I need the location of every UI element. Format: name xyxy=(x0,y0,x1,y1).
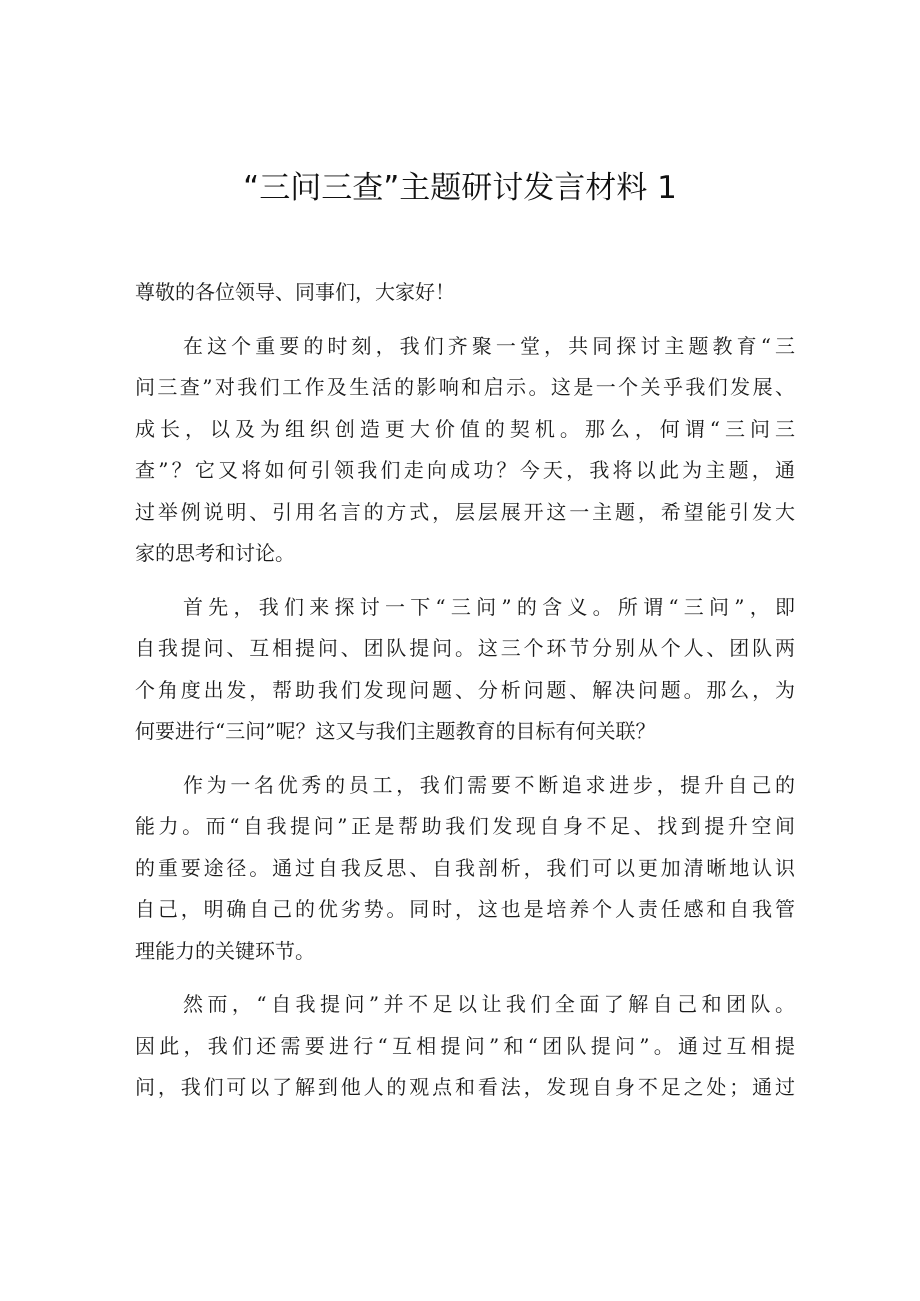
paragraph-three-questions xyxy=(135,587,795,753)
paragraph-line: 然而，“自我提问”并不足以让我们全面了解自己和团队。 xyxy=(183,992,795,1016)
paragraph-line: 问，我们可以了解到他人的观点和看法，发现自身不足之处；通过 xyxy=(135,1075,795,1099)
paragraph-line: 成长，以及为组织创造更大价值的契机。那么，何谓“三问三 xyxy=(135,416,795,441)
paragraph-line: 问三查”对我们工作及生活的影响和启示。这是一个关乎我们发展、 xyxy=(135,375,795,399)
greeting-paragraph xyxy=(135,272,795,314)
paragraph-line: 作为一名优秀的员工，我们需要不断追求进步，提升自己的 xyxy=(183,772,795,797)
paragraph-line: 首先，我们来探讨一下“三问”的含义。所谓“三问”，即 xyxy=(183,594,795,619)
paragraph-line: 理能力的关键环节。 xyxy=(135,938,315,963)
paragraph-line: 查”？它又将如何引领我们走向成功？今天，我将以此为主题，通 xyxy=(135,458,795,482)
paragraph-line: 自己，明确自己的优劣势。同时，这也是培养个人责任感和自我管 xyxy=(135,897,795,921)
paragraph-line: 自我提问、互相提问、团队提问。这三个环节分别从个人、团队两 xyxy=(135,636,795,660)
paragraph-line: 的重要途径。通过自我反思、自我剖析，我们可以更加清晰地认识 xyxy=(135,855,795,880)
paragraph-line: 因此，我们还需要进行“互相提问”和“团队提问”。通过互相提 xyxy=(135,1033,795,1058)
document-title: “三问三查”主题研讨发言材料 1 xyxy=(243,170,677,206)
paragraph-mutual-questioning xyxy=(135,984,795,1109)
paragraph-line: 在这个重要的时刻，我们齐聚一堂，共同探讨主题教育“三 xyxy=(183,333,795,358)
paragraph-line: 何要进行“三问”呢？这又与我们主题教育的目标有何关联？ xyxy=(135,719,656,743)
paragraph-line: 家的思考和讨论。 xyxy=(135,541,295,565)
paragraph-line: 个角度出发，帮助我们发现问题、分析问题、解决问题。那么，为 xyxy=(135,677,795,702)
paragraph-line: 过举例说明、引用名言的方式，层层展开这一主题，希望能引发大 xyxy=(135,499,795,524)
paragraph-self-questioning xyxy=(135,765,795,973)
paragraph-intro xyxy=(135,326,795,575)
greeting-line: 尊敬的各位领导、同事们，大家好！ xyxy=(135,280,455,304)
paragraph-line: 能力。而“自我提问”正是帮助我们发现自身不足、找到提升空间 xyxy=(135,814,795,838)
document-body xyxy=(135,272,795,1121)
